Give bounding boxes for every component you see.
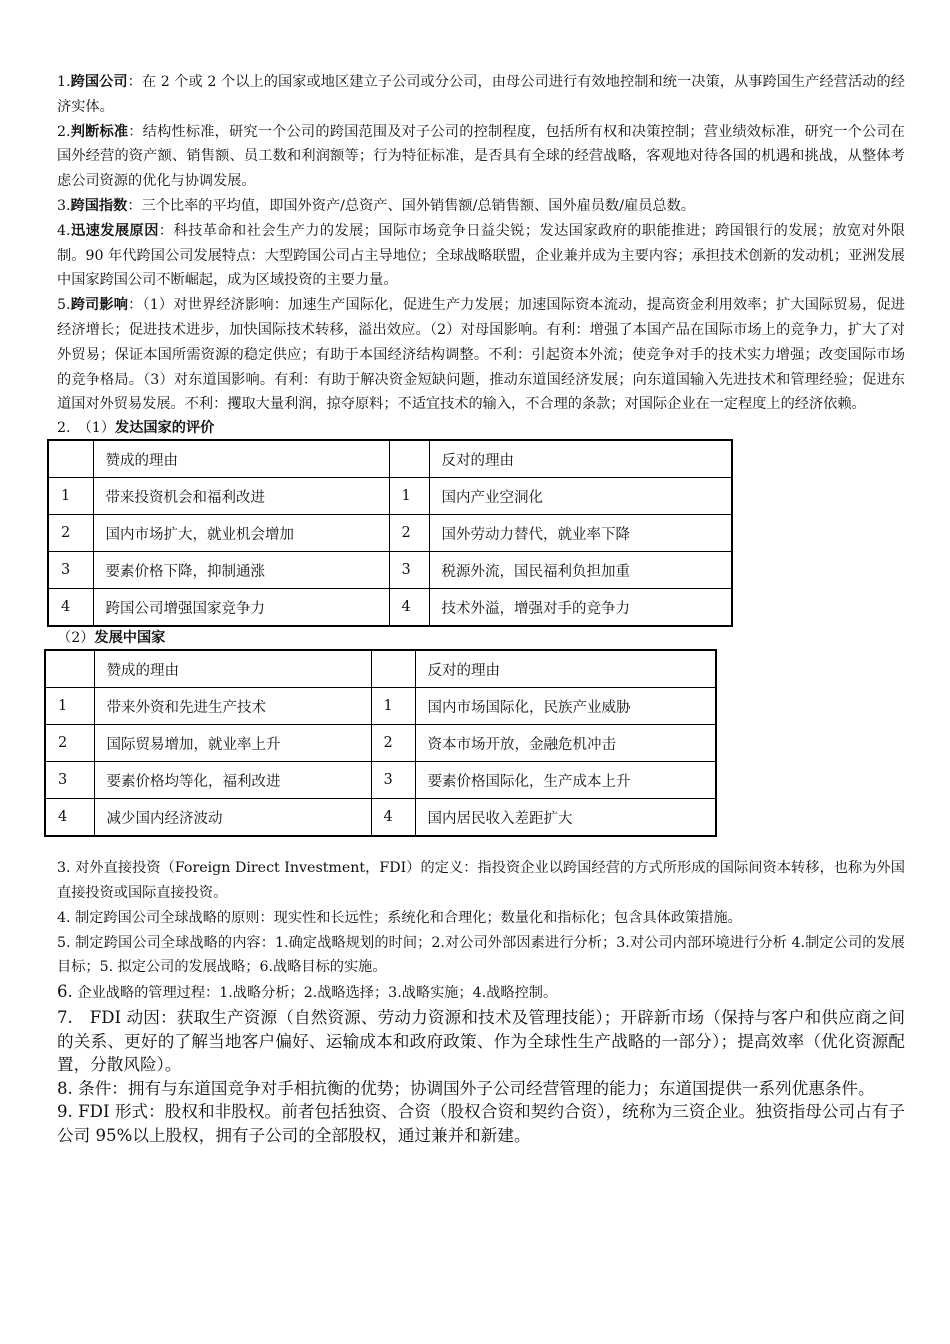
table1-title: 发达国家的评价	[115, 420, 215, 437]
item-number: 6.	[57, 982, 73, 1002]
item-5	[57, 293, 905, 417]
item-2	[57, 120, 905, 194]
row-number: 2	[48, 515, 93, 552]
item-term: 跨国公司	[70, 74, 128, 90]
con-reason: 资本市场开放，金融危机冲击	[415, 725, 716, 762]
item-text: ：科技革命和社会生产力的发展；国际市场竞争日益尖锐；发达国家政府的职能推进；跨国银行的发展；放宽对外限制。90 年代跨国公司发展特点：大型跨国公司占主导地位；全球战略联盟，企业兼并成为主要内容；承担技术创新的发动机；亚洲发展中国家跨国公司不断崛起，成为区域投资的主要力量。	[57, 222, 905, 289]
table-row	[48, 552, 732, 589]
table-row	[48, 589, 732, 627]
item-strategy-principles: 4. 制定跨国公司全球战略的原则：现实性和长远性；系统化和合理化；数量化和指标化；包含具体政策措施。	[57, 909, 742, 926]
row-number: 3	[45, 762, 94, 799]
pro-reason: 国际贸易增加，就业率上升	[94, 725, 371, 762]
table2-title: 发展中国家	[94, 630, 166, 647]
con-reason: 国内产业空洞化	[429, 478, 732, 515]
row-number: 3	[48, 552, 93, 589]
table-row	[45, 762, 716, 799]
row-number: 4	[389, 589, 429, 627]
item-number: 5.	[57, 297, 71, 314]
pro-reason: 国内市场扩大，就业机会增加	[93, 515, 389, 552]
table2-prefix: （2）	[57, 630, 95, 647]
item-strategy-content: 5. 制定跨国公司全球战略的内容：1.确定战略规划的时间；2.对公司外部因素进行分析；3.对公司内部环境进行分析 4.制定公司的发展目标；5. 拟定公司的发展战略；6.战略目标的实施。	[57, 934, 905, 976]
item-term: 跨司影响	[70, 297, 129, 314]
table1-prefix: 2. （1）	[57, 420, 116, 437]
table1-heading	[57, 417, 905, 439]
table-cell	[389, 440, 429, 478]
table2-heading	[57, 627, 905, 649]
item-number: 1.	[57, 74, 71, 90]
pro-reason: 要素价格均等化，福利改进	[94, 762, 371, 799]
spacer	[57, 837, 905, 856]
con-reason: 国外劳动力替代，就业率下降	[429, 515, 732, 552]
item-1	[57, 70, 905, 120]
table-row	[45, 688, 716, 725]
table-row	[48, 515, 732, 552]
con-reason: 国内市场国际化，民族产业威胁	[415, 688, 716, 725]
con-reason: 技术外溢，增强对手的竞争力	[429, 589, 732, 627]
developing-countries-table	[44, 649, 717, 837]
item-term: 跨国指数	[70, 197, 128, 214]
table-header-con: 反对的理由	[415, 650, 716, 688]
pro-reason: 带来投资机会和福利改进	[93, 478, 389, 515]
pro-reason: 减少国内经济波动	[94, 799, 371, 837]
row-number: 4	[371, 799, 415, 837]
item-term: 迅速发展原因	[70, 222, 159, 239]
con-reason: 要素价格国际化，生产成本上升	[415, 762, 716, 799]
con-reason: 国内居民收入差距扩大	[415, 799, 716, 837]
row-number: 2	[371, 725, 415, 762]
con-reason: 税源外流，国民福利负担加重	[429, 552, 732, 589]
item-number: 2.	[57, 123, 71, 140]
item-number: 4.	[57, 222, 71, 239]
pro-reason: 跨国公司增强国家竞争力	[93, 589, 389, 627]
table-header-row	[45, 650, 716, 688]
row-number: 1	[371, 688, 415, 725]
item-fdi-motives: 7. FDI 动因：获取生产资源（自然资源、劳动力资源和技术及管理技能）；开辟新市场（保持与客户和供应商之间的关系、更好的了解当地客户偏好、运输成本和政府政策、作为全球性生产战略的一部分）；提高效率（优化资源配置，分散风险）。	[57, 1007, 905, 1075]
row-number: 3	[371, 762, 415, 799]
row-number: 2	[45, 725, 94, 762]
table-row	[45, 725, 716, 762]
item-text: ：结构性标准，研究一个公司的跨国范围及对子公司的控制程度，包括所有权和决策控制；营业绩效标准，研究一个公司在国外经营的资产额、销售额、员工数和利润额等；行为特征标准，是否具有全球的经营战略，客观地对待各国的机遇和挑战，从整体考虑公司资源的优化与协调发展。	[57, 123, 905, 190]
item-number: 3.	[57, 197, 71, 214]
item-4	[57, 219, 905, 293]
pro-reason: 带来外资和先进生产技术	[94, 688, 371, 725]
table-header-con: 反对的理由	[429, 440, 732, 478]
row-number: 4	[45, 799, 94, 837]
item-fdi-definition: 3. 对外直接投资（Foreign Direct Investment，FDI）的定义：指投资企业以跨国经营的方式所形成的国际间资本转移，也称为外国直接投资或国际直接投资。	[57, 860, 905, 901]
item-text: ：三个比率的平均值，即国外资产/总资产、国外销售额/总销售额、国外雇员数/雇员总数。	[127, 197, 695, 214]
item-3	[57, 194, 905, 219]
row-number: 2	[389, 515, 429, 552]
row-number: 4	[48, 589, 93, 627]
item-conditions: 8. 条件：拥有与东道国竞争对手相抗衡的优势；协调国外子公司经营管理的能力；东道国提供一系列优惠条件。	[57, 1078, 875, 1098]
table-cell	[48, 440, 93, 478]
item-fdi-forms: 9. FDI 形式：股权和非股权。前者包括独资、合资（股权合资和契约合资），统称为三资企业。独资指母公司占有子公司 95%以上股权，拥有子公司的全部股权，通过兼并和新建。	[57, 1102, 905, 1145]
table-row	[45, 799, 716, 837]
table-cell	[371, 650, 415, 688]
table-cell	[45, 650, 94, 688]
row-number: 1	[389, 478, 429, 515]
item-term: 判断标准	[70, 123, 129, 140]
item-text: ：在 2 个或 2 个以上的国家或地区建立子公司或分公司，由母公司进行有效地控制和统一决策，从事跨国生产经营活动的经济实体。	[57, 74, 905, 115]
developed-countries-table	[47, 439, 733, 627]
row-number: 1	[45, 688, 94, 725]
item-strategy-process	[57, 980, 905, 1006]
table-row	[48, 478, 732, 515]
pro-reason: 要素价格下降，抑制通涨	[93, 552, 389, 589]
item-text: 企业战略的管理过程：1.战略分析；2.战略选择；3.战略实施；4.战略控制。	[72, 985, 558, 1002]
table-header-pro: 赞成的理由	[94, 650, 371, 688]
row-number: 3	[389, 552, 429, 589]
item-text: ：（1）对世界经济影响：加速生产国际化，促进生产力发展；加速国际资本流动，提高资金利用效率；扩大国际贸易，促进经济增长；促进技术进步，加快国际技术转移，溢出效应。（2）对母国影响。有利：增强了本国产品在国际市场上的竞争力，扩大了对外贸易；保证本国所需资源的稳定供应；有助于本国经济结构调整。不利：引起资本外流；使竞争对手的技术实力增强；改变国际市场的竞争格局。（3）对东道国影响。有利：有助于解决资金短缺问题，推动东道国经济发展；向东道国输入先进技术和管理经验；促进东道国对外贸易发展。不利：攫取大量利润，掠夺原料；不适宜技术的输入，不合理的条款；对国际企业在一定程度上的经济依赖。	[57, 297, 905, 413]
row-number: 1	[48, 478, 93, 515]
table-header-row	[48, 440, 732, 478]
table-header-pro: 赞成的理由	[93, 440, 389, 478]
document-page	[57, 70, 905, 1148]
